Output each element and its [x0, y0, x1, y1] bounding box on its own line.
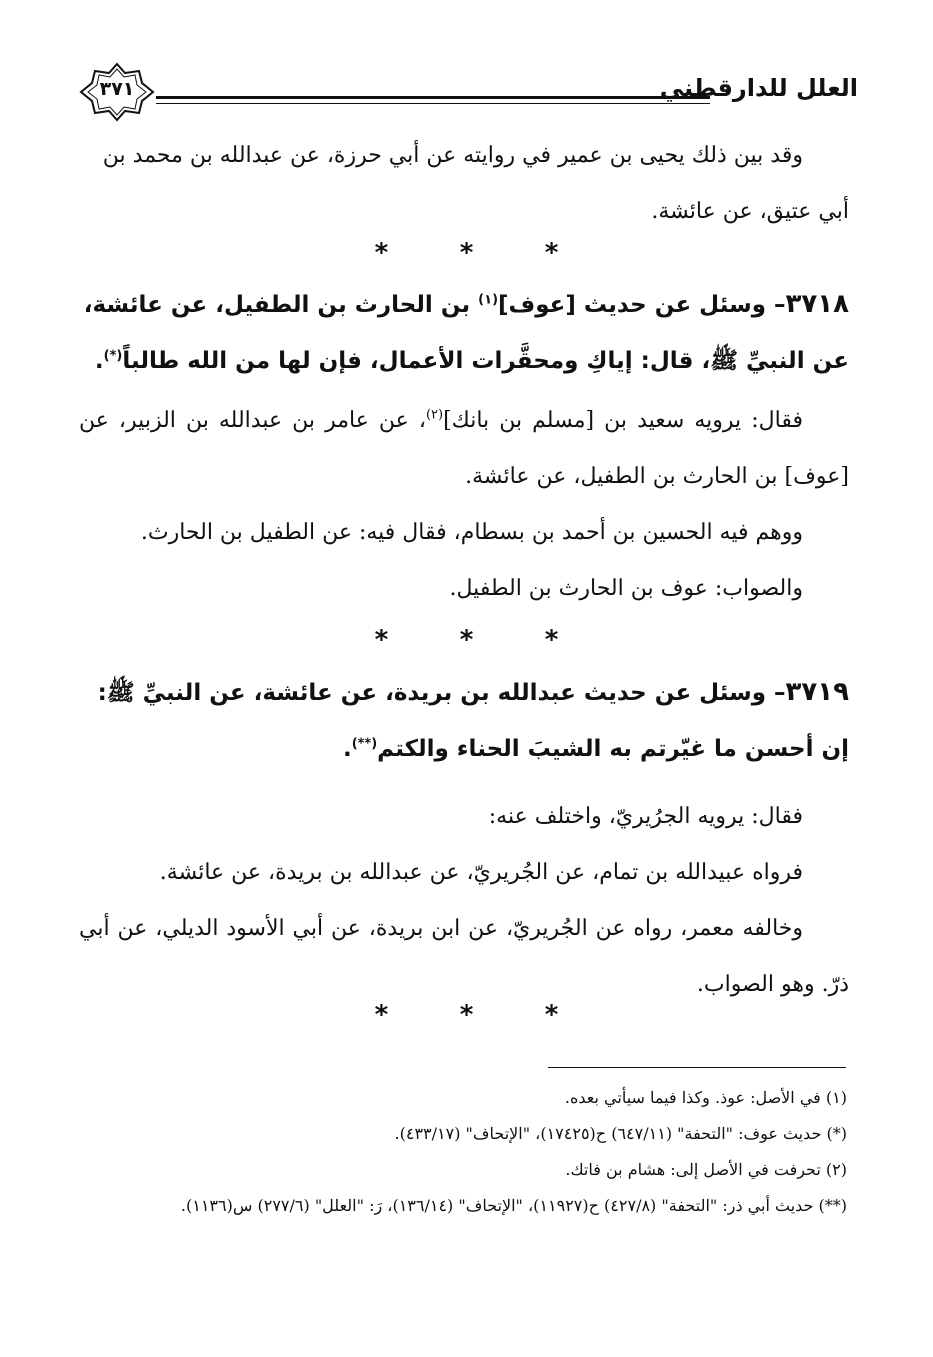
entry-3718-question-line-1 — [79, 276, 849, 333]
footnote-divider — [548, 1067, 846, 1068]
page-number: ٣٧١ — [99, 78, 135, 100]
entry-3718-paragraph-2: ووهم فيه الحسين بن أحمد بن بسطام، فقال فيه: عن الطفيل بن الحارث. — [140, 520, 803, 545]
separator-star: * — [544, 1000, 559, 1030]
footnotes — [77, 1080, 847, 1224]
separator-star: * — [459, 238, 474, 268]
footnote-ref: (*) — [103, 348, 123, 364]
answer-text: فقال: يرويه سعيد بن [مسلم بن بانك] — [443, 408, 803, 433]
entry-3719-answer: فقال: يرويه الجرُيريّ، واختلف عنه: — [488, 804, 803, 829]
page-number-badge — [78, 62, 156, 122]
question-text: – وسئل عن حديث عبدالله بن بريدة، عن عائشة، عن النبيِّ ﷺ: — [97, 680, 786, 706]
separator-star: * — [544, 238, 559, 268]
question-text: عن النبيِّ ﷺ، قال: إياكِ ومحقَّرات الأعمال، فإن لها من الله طالباً — [122, 348, 849, 374]
footnote-ref: (١) — [478, 292, 499, 308]
entry-3719-question-line-2 — [79, 721, 849, 777]
entry-number: ٣٧١٨ — [785, 289, 849, 319]
question-text: إن أحسن ما غيّرتم به الشيبَ الحناء والكتم — [377, 736, 849, 762]
separator-star: * — [374, 238, 389, 268]
header-rule-thin — [156, 103, 710, 104]
question-text: بن الحارث بن الطفيل، عن عائشة، — [83, 292, 479, 318]
footnote-ref: (**) — [351, 736, 378, 752]
footnote-star: (*) حديث عوف: "التحفة" (٦٤٧/١١) ح(١٧٤٢٥)، "الإتحاف" (٤٣٣/١٧). — [394, 1124, 847, 1143]
entry-3719 — [79, 664, 849, 1013]
intro-line-1: وقد بين ذلك يحيى بن عمير في روايته عن أبي حرزة، عن عبدالله بن محمد بن — [102, 143, 803, 168]
answer-text: ، عن عامر بن عبدالله بن الزبير، عن [عوف] بن الحارث بن الطفيل، عن عائشة. — [79, 408, 849, 489]
entry-number: ٣٧١٩ — [785, 677, 849, 707]
section-separator-3 — [0, 1000, 933, 1030]
entry-3718-answer — [79, 393, 849, 505]
entry-3718 — [79, 276, 849, 617]
separator-star: * — [374, 1000, 389, 1030]
section-separator-2 — [0, 625, 933, 655]
entry-3718-question-line-2 — [79, 333, 849, 389]
entry-3718-paragraph-3: والصواب: عوف بن الحارث بن الطفيل. — [449, 576, 803, 601]
intro-paragraph — [79, 128, 849, 240]
question-text: . — [94, 348, 104, 374]
footnote-ref: (٢) — [425, 407, 444, 423]
separator-star: * — [374, 625, 389, 655]
separator-star: * — [459, 1000, 474, 1030]
intro-line-2: أبي عتيق، عن عائشة. — [651, 199, 849, 224]
footnote-1: (١) في الأصل: عوذ. وكذا فيما سيأتي بعده. — [564, 1088, 847, 1107]
question-text: – وسئل عن حديث [عوف] — [498, 292, 786, 318]
entry-3719-question-line-1 — [79, 664, 849, 721]
footnote-2: (٢) تحرفت في الأصل إلى: هشام بن فاتك. — [565, 1160, 847, 1179]
header-rule-thick — [156, 96, 710, 99]
question-text: . — [342, 736, 352, 762]
section-separator-1 — [0, 238, 933, 268]
separator-star: * — [459, 625, 474, 655]
footnote-double-star: (**) حديث أبي ذر: "التحفة" (٤٢٧/٨) ح(١١٩٢٧)، "الإتحاف" (١٣٦/١٤)، رَ: "العلل" (٢٧٧/٦) س(١١٣٦). — [180, 1196, 847, 1215]
entry-3719-paragraph-3: وخالفه معمر، رواه عن الجُريريّ، عن ابن بريدة، عن أبي الأسود الديلي، عن أبي ذرّ. وهو الصواب. — [79, 916, 849, 997]
separator-star: * — [544, 625, 559, 655]
page-header — [78, 62, 858, 122]
book-title: العلل للدارقطني — [659, 74, 858, 102]
entry-3719-paragraph-2: فرواه عبيدالله بن تمام، عن الجُريريّ، عن عبدالله بن بريدة، عن عائشة. — [159, 860, 803, 885]
